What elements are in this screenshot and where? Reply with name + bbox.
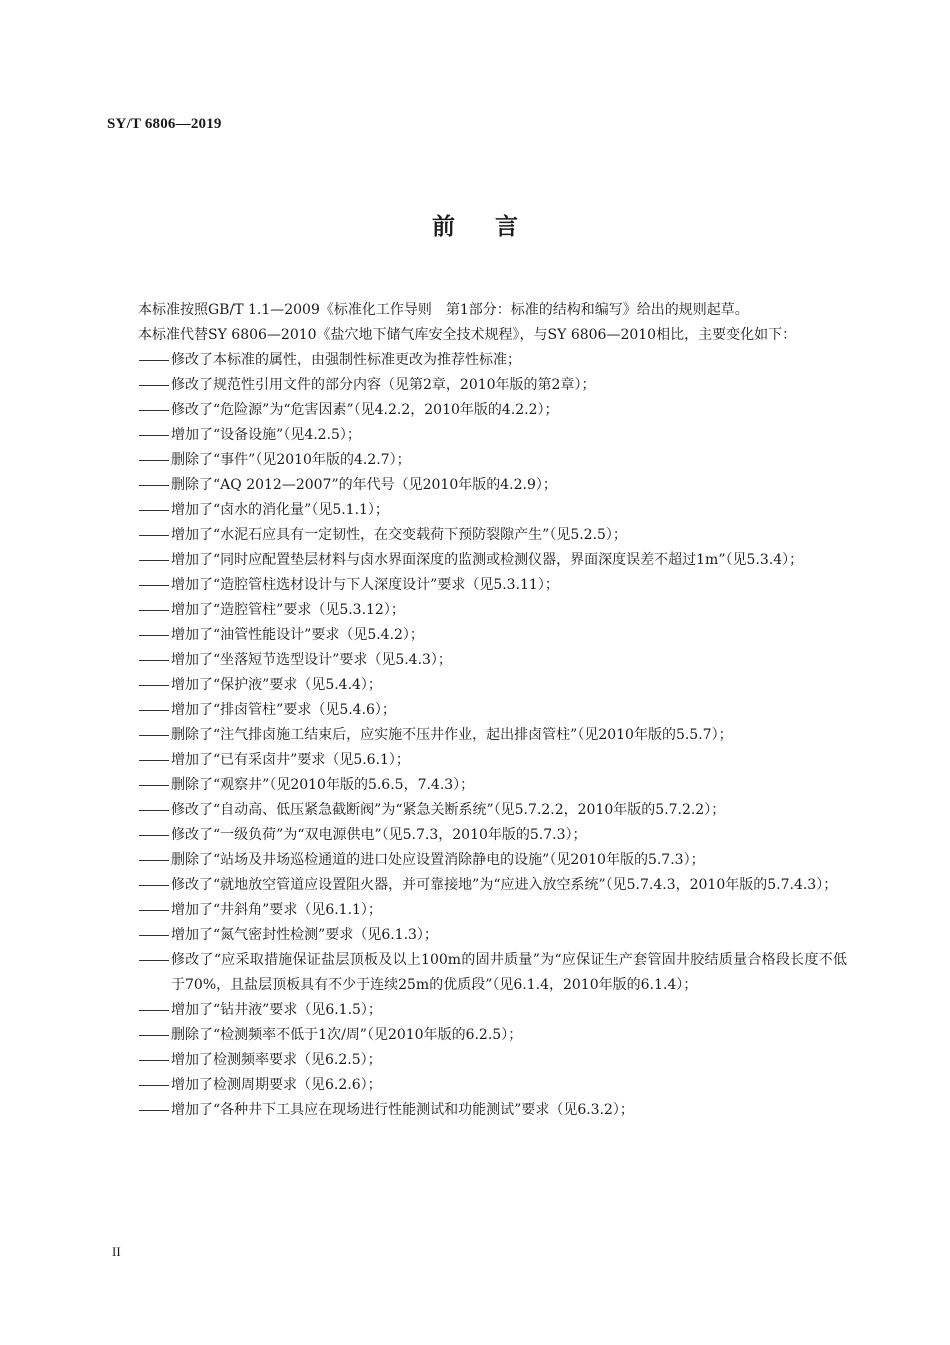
change-text: 修改了“就地放空管道应设置阻火器，并可靠接地”为“应进入放空系统”（见5.7.4.3，2010年版的5.7.4.3）； <box>171 877 838 893</box>
change-item <box>107 448 847 473</box>
dash-marker <box>139 648 171 673</box>
change-item <box>107 398 847 423</box>
change-item <box>107 823 847 848</box>
change-text: 增加了“卤水的消化量”（见5.1.1）； <box>171 502 389 518</box>
change-item <box>107 473 847 498</box>
change-text: 增加了“各种井下工具应在现场进行性能测试和功能测试”要求（见6.3.2）； <box>171 1102 634 1118</box>
dash-marker <box>139 848 171 873</box>
dash-marker <box>139 623 171 648</box>
standard-code: SY/T 6806—2019 <box>107 116 222 132</box>
dash-marker <box>139 873 171 898</box>
change-item <box>107 723 847 748</box>
change-text: 增加了“坐落短节选型设计”要求（见5.4.3）； <box>171 652 452 668</box>
change-item <box>107 348 847 373</box>
change-item <box>107 423 847 448</box>
change-item <box>107 948 847 998</box>
dash-marker <box>139 373 171 398</box>
dash-marker <box>139 573 171 598</box>
change-item <box>107 573 847 598</box>
dash-marker <box>139 398 171 423</box>
change-item <box>107 1073 847 1098</box>
change-item <box>107 1023 847 1048</box>
intro-paragraph: 本标准按照GB/T 1.1—2009《标准化工作导则 第1部分：标准的结构和编写》给出的规则起草。 <box>138 302 749 318</box>
change-text: 删除了“站场及井场巡检通道的进口处应设置消除静电的设施”（见2010年版的5.7.3）； <box>171 852 705 868</box>
change-text: 增加了“排卤管柱”要求（见5.4.6）； <box>171 702 396 718</box>
change-text: 增加了“造腔管柱选材设计与下人深度设计”要求（见5.3.11）； <box>171 577 559 593</box>
change-item <box>107 1098 847 1123</box>
change-item <box>107 798 847 823</box>
dash-marker <box>139 698 171 723</box>
change-item <box>107 748 847 773</box>
change-item <box>107 673 847 698</box>
dash-marker <box>139 473 171 498</box>
dash-marker <box>139 423 171 448</box>
change-text: 删除了“注气排卤施工结束后，应实施不压井作业，起出排卤管柱”（见2010年版的5.5.7）； <box>171 727 733 743</box>
dash-marker <box>139 798 171 823</box>
change-item <box>107 498 847 523</box>
change-text: 删除了“观察井”（见2010年版的5.6.5，7.4.3）； <box>171 777 475 793</box>
change-text: 增加了“设备设施”（见4.2.5）； <box>171 427 361 443</box>
change-list <box>107 348 847 1123</box>
change-item <box>107 373 847 398</box>
dash-marker <box>139 748 171 773</box>
intro-paragraph: 本标准代替SY 6806—2010《盐穴地下储气库安全技术规程》，与SY 6806—2010相比，主要变化如下： <box>138 327 797 343</box>
change-text: 增加了“井斜角”要求（见6.1.1）； <box>171 902 382 918</box>
page-title: 前言 <box>432 214 558 240</box>
change-item <box>107 698 847 723</box>
change-text: 删除了“检测频率不低于1次/周”（见2010年版的6.2.5）； <box>171 1027 523 1043</box>
dash-marker <box>139 548 171 573</box>
change-text: 增加了“同时应配置垫层材料与卤水界面深度的监测或检测仪器，界面深度误差不超过1m”（见5.3.4）； <box>171 552 804 568</box>
change-text: 增加了“水泥石应具有一定韧性，在交变载荷下预防裂隙产生”（见5.2.5）； <box>171 527 627 543</box>
dash-marker <box>139 448 171 473</box>
change-item <box>107 848 847 873</box>
dash-marker <box>139 498 171 523</box>
dash-marker <box>139 723 171 748</box>
dash-marker <box>139 598 171 623</box>
change-text: 删除了“AQ 2012—2007”的年代号（见2010年版的4.2.9）； <box>171 477 557 493</box>
change-text: 删除了“事件”（见2010年版的4.2.7）； <box>171 452 411 468</box>
change-item <box>107 923 847 948</box>
change-item <box>107 648 847 673</box>
change-item <box>107 598 847 623</box>
dash-marker <box>139 998 171 1023</box>
change-text: 增加了“造腔管柱”要求（见5.3.12）； <box>171 602 405 618</box>
dash-marker <box>139 673 171 698</box>
dash-marker <box>139 823 171 848</box>
dash-marker <box>139 1073 171 1098</box>
change-item <box>107 523 847 548</box>
change-text: 增加了“保护液”要求（见5.4.4）； <box>171 677 382 693</box>
dash-marker <box>139 1048 171 1073</box>
change-text: 修改了“危险源”为“危害因素”（见4.2.2，2010年版的4.2.2）； <box>171 402 559 418</box>
change-text: 修改了本标准的属性，由强制性标准更改为推荐性标准； <box>171 352 521 368</box>
change-item <box>107 898 847 923</box>
dash-marker <box>139 948 171 973</box>
change-text: 修改了“自动高、低压紧急截断阀”为“紧急关断系统”（见5.7.2.2，2010年版的5.7.2.2）； <box>171 802 726 818</box>
change-item <box>107 1048 847 1073</box>
dash-marker <box>139 348 171 373</box>
dash-marker <box>139 923 171 948</box>
foreword-body <box>107 298 847 1123</box>
change-text: 增加了“钻井液”要求（见6.1.5）； <box>171 1002 382 1018</box>
dash-marker <box>139 898 171 923</box>
change-item <box>107 998 847 1023</box>
change-item <box>107 873 847 898</box>
change-text: 修改了“应采取措施保证盐层顶板及以上100m的固井质量”为“应保证生产套管固井胶结质量合格段长度不低于70%，且盐层顶板具有不少于连续25m的优质段”（见6.1.4，2010年版的6.1.4）； <box>171 952 847 993</box>
dash-marker <box>139 1023 171 1048</box>
change-text: 修改了“一级负荷”为“双电源供电”（见5.7.3，2010年版的5.7.3）； <box>171 827 587 843</box>
change-text: 增加了“油管性能设计”要求（见5.4.2）； <box>171 627 424 643</box>
change-text: 增加了检测频率要求（见6.2.5）； <box>171 1052 382 1068</box>
change-item <box>107 623 847 648</box>
dash-marker <box>139 1098 171 1123</box>
change-text: 增加了检测周期要求（见6.2.6）； <box>171 1077 382 1093</box>
change-text: 增加了“已有采卤井”要求（见5.6.1）； <box>171 752 410 768</box>
change-text: 修改了规范性引用文件的部分内容（见第2章，2010年版的第2章）； <box>171 377 596 393</box>
change-item <box>107 548 847 573</box>
dash-marker <box>139 773 171 798</box>
dash-marker <box>139 523 171 548</box>
page-number: II <box>112 1244 121 1259</box>
change-text: 增加了“氮气密封性检测”要求（见6.1.3）； <box>171 927 438 943</box>
change-item <box>107 773 847 798</box>
